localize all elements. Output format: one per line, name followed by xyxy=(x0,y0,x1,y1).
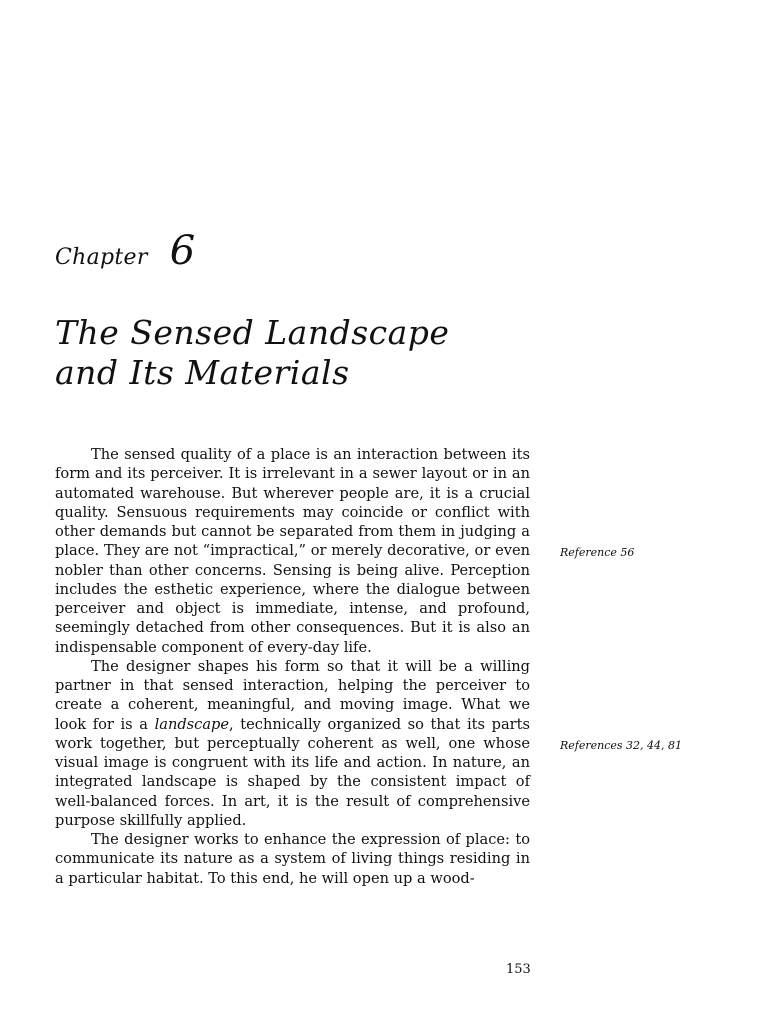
page-number: 153 xyxy=(506,962,531,977)
margin-reference-2: References 32, 44, 81 xyxy=(560,739,683,752)
paragraph-1: The sensed quality of a place is an interaction between its form and its perceiver. It is irrelevant in a sewer layout or in an automated warehouse. But wherever people are, it is a crucial quality. Sensuous requirements may coincide or conflict with other demands but cannot be separated from them in judging a place. They are not “impractical,” or merely decorative, or even nobler than other concerns. Sensing is being alive. Perception includes the esthetic experience, where the dialogue between perceiver and object is immediate, intense, and profound, seemingly detached from other consequences. But it is also an indispensable component of every-day life. xyxy=(55,446,530,656)
paragraph-2-end: , technically organized so that its parts work together, but perceptually coherent as well, one whose visual image is congruent with its life and action. In nature, an integrated landscape is shaped by the consistent impact of well-balanced forces. In art, it is the result of comprehensive purpose skillfully applied. xyxy=(55,715,530,829)
paragraph-2-start: The designer shapes his form so that it will be a willing partner in that sensed interaction, helping the perceiver to create a coherent, meaningful, and moving image. What we look for is a xyxy=(55,657,530,733)
margin-reference-1: Reference 56 xyxy=(560,546,635,559)
paragraph-3: The designer works to enhance the expression of place: to communicate its nature as a system of living things residing in a particular habitat. To this end, he will open up a wood- xyxy=(55,831,530,887)
paragraph-2-emphasis: landscape xyxy=(154,715,230,733)
body-text xyxy=(55,445,530,888)
chapter-label: Chapter xyxy=(55,245,148,270)
chapter-title-line-2: and Its Materials xyxy=(55,353,350,392)
chapter-heading xyxy=(55,228,195,274)
chapter-title xyxy=(55,313,449,393)
paragraph-2 xyxy=(55,657,530,830)
chapter-number: 6 xyxy=(169,228,196,274)
chapter-title-line-1: The Sensed Landscape xyxy=(55,313,450,352)
